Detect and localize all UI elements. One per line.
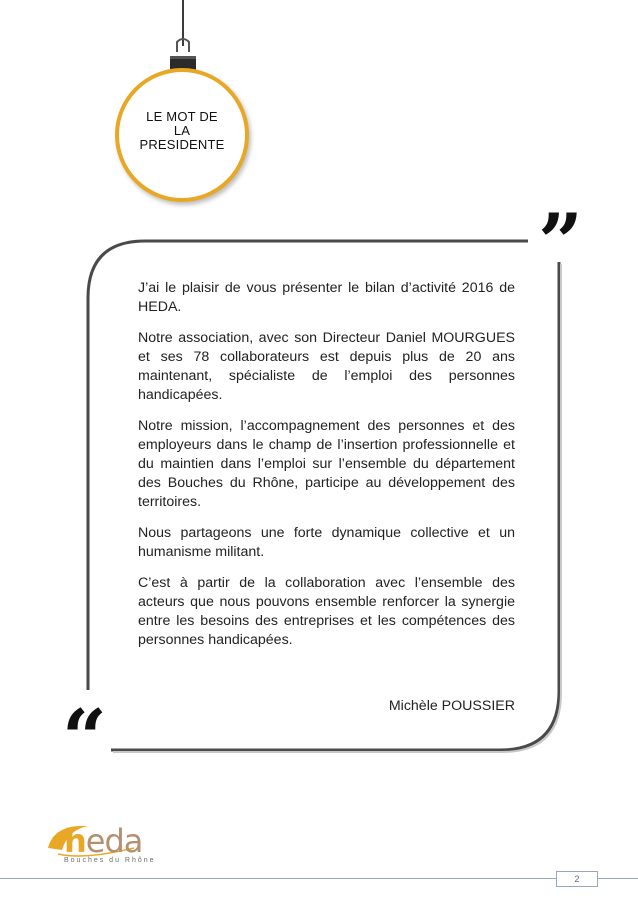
paragraph: C’est à partir de la collaboration avec l’ensemble des acteurs que nous pouvons ensemble renforcer la synergie entre les besoins des entreprises et les compétences des personnes handicapées. <box>138 575 515 648</box>
opening-quote-mark: “ <box>62 693 107 784</box>
footer-rule <box>0 878 638 879</box>
logo-h: h <box>64 822 86 860</box>
paragraph: Notre association, avec son Directeur Daniel MOURGUES et ses 78 collaborateurs est depuis plus de 20 ans maintenant, spécialiste de l’emploi des personnes handicapées. <box>138 330 515 403</box>
signature: Michèle POUSSIER <box>388 698 515 714</box>
heda-logo <box>64 822 142 860</box>
letter-body <box>138 279 515 662</box>
page-number: 2 <box>556 871 598 887</box>
paragraph: Nous partageons une forte dynamique collective et un humanisme militant. <box>138 525 515 560</box>
closing-quote-mark: ” <box>538 197 583 288</box>
paragraph: J’ai le plaisir de vous présenter le bilan d’activité 2016 de HEDA. <box>138 280 515 315</box>
paragraph: Notre mission, l’accompagnement des personnes et des employeurs dans le champ de l’insertion professionnelle et du maintien dans l’emploi sur l’ensemble du département des Bouches du Rhône, participe au développement des territoires. <box>138 418 515 510</box>
section-title-line-1: LE MOT DE <box>146 109 218 124</box>
section-title-line-2: LA <box>173 123 191 138</box>
logo-subtitle: Bouches du Rhône <box>64 857 156 864</box>
section-title-line-3: PRESIDENTE <box>139 137 225 152</box>
logo-rest: eda <box>85 822 143 860</box>
